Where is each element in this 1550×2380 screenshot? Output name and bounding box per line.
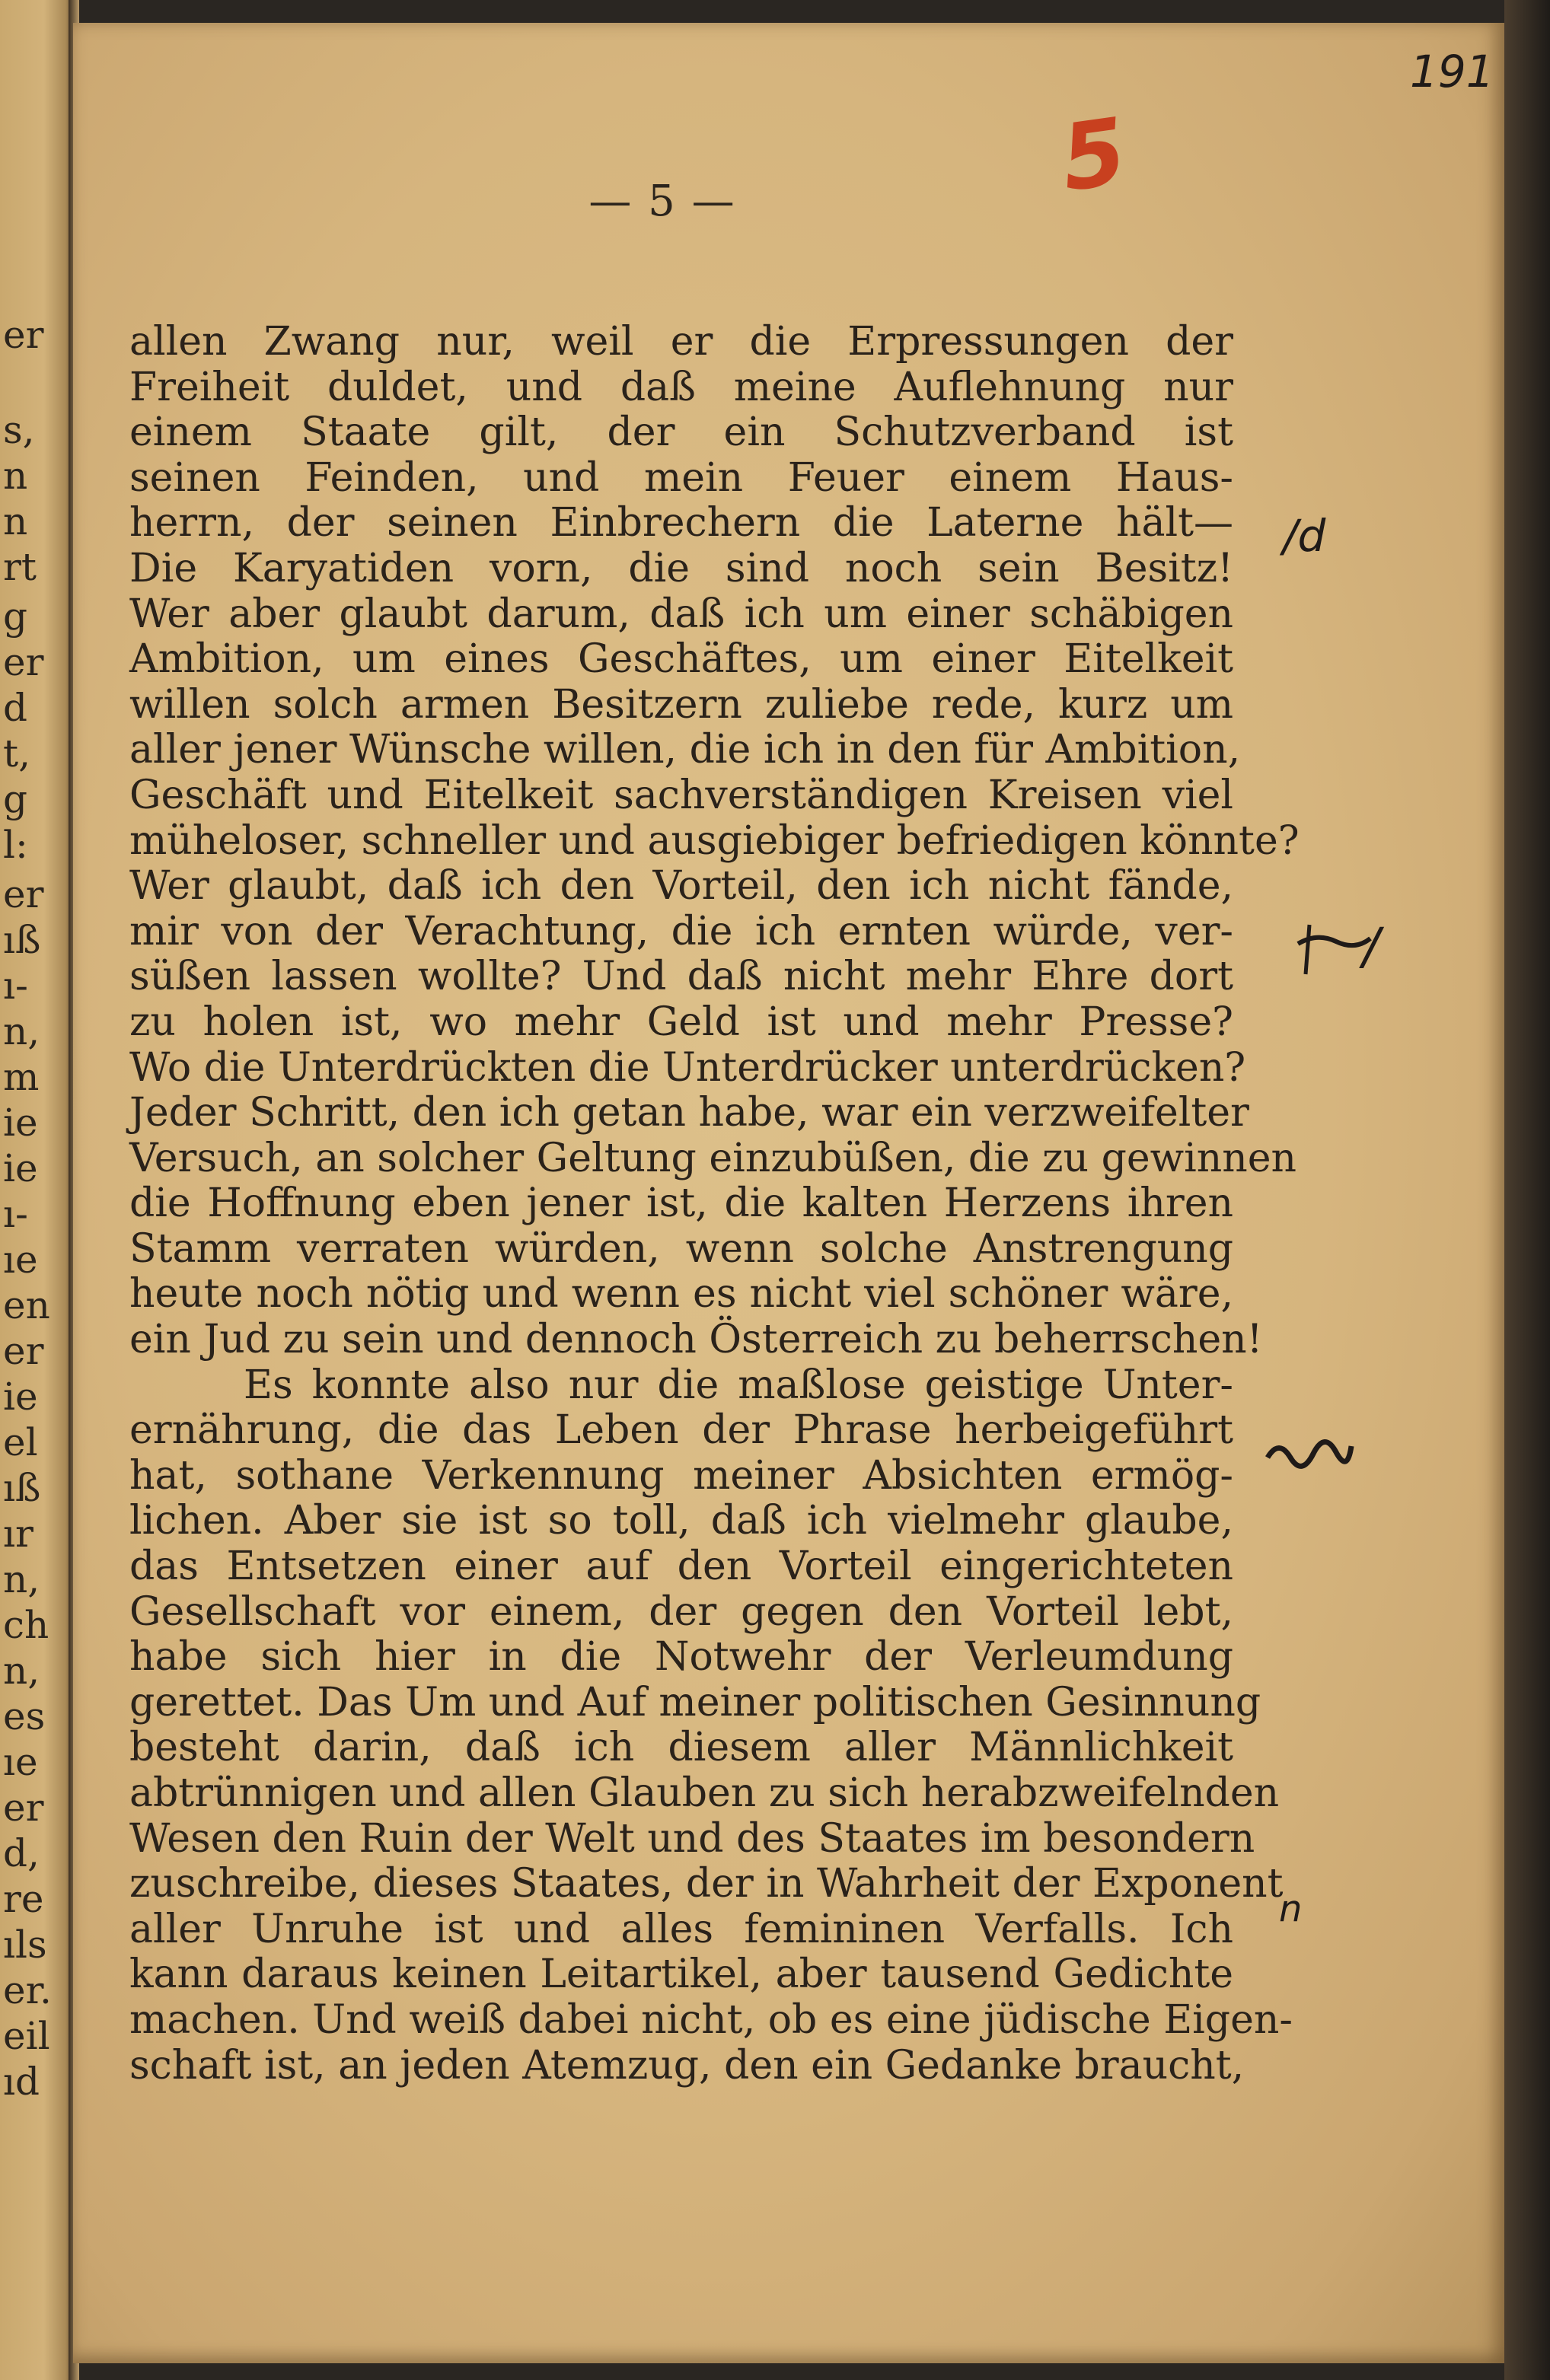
text-line: die Hoffnung eben jener ist, die kalten Herzens ihren (129, 1180, 1233, 1227)
left-page-fragment: n (3, 499, 28, 543)
left-page-fragment: ıß (3, 1466, 41, 1510)
text-line: mir von der Verachtung, die ich ernten würde, ver- (129, 908, 1233, 954)
left-page-fragment: t, (3, 731, 30, 776)
scribble-icon (1264, 1431, 1355, 1477)
text-line: habe sich hier in die Notwehr der Verleumdung (129, 1634, 1233, 1681)
text-line: willen solch armen Besitzern zuliebe rede, kurz um (129, 681, 1233, 728)
left-page-fragment: ie (3, 1375, 38, 1419)
left-page-fragment: ıls (3, 1923, 47, 1967)
left-page-fragment: d, (3, 1831, 40, 1875)
text-line: müheloser, schneller und ausgiebiger befriedigen könnte? (129, 817, 1300, 864)
text-line: Wesen den Ruin der Welt und des Staates im besondern (129, 1815, 1255, 1862)
text-line: aller jener Wünsche willen, die ich in den für Ambition, (129, 727, 1241, 773)
text-line: zu holen ist, wo mehr Geld ist und mehr Presse? (129, 999, 1233, 1045)
left-page-fragment: g (3, 777, 28, 821)
left-page-fragment: er (3, 872, 44, 916)
margin-correction-4: n (1279, 1888, 1303, 1930)
left-page-fragment: er. (3, 1968, 52, 2012)
text-line: lichen. Aber sie ist so toll, daß ich vielmehr glaube, (129, 1498, 1233, 1544)
left-page-fragment: ıe (3, 1740, 38, 1784)
text-line: allen Zwang nur, weil er die Erpressungen der (129, 319, 1233, 365)
left-page-fragment: ıe (3, 1238, 38, 1282)
left-page-fragment: er (3, 1329, 44, 1373)
left-page-fragment: rt (3, 545, 37, 589)
left-page-fragment: ie (3, 1146, 38, 1190)
left-page-fragment: m (3, 1055, 40, 1099)
text-line: ein Jud zu sein und dennoch Österreich zu beherrschen! (129, 1317, 1263, 1363)
text-line: Gesellschaft vor einem, der gegen den Vorteil lebt, (129, 1588, 1233, 1635)
text-line: hat, sothane Verkennung meiner Absichten ermög- (129, 1452, 1233, 1499)
left-page-fragment: ıß (3, 918, 41, 962)
text-line: Jeder Schritt, den ich getan habe, war ein verzweifelter (129, 1090, 1249, 1136)
left-page-fragment: l: (3, 823, 28, 867)
text-line: süßen lassen wollte? Und daß nicht mehr Ehre dort (129, 954, 1233, 1000)
text-line: besteht darin, daß ich diesem aller Männlichkeit (129, 1725, 1233, 1771)
text-line: kann daraus keinen Leitartikel, aber tausend Gedichte (129, 1951, 1233, 1998)
left-page-fragment: es (3, 1694, 46, 1738)
text-line: heute noch nötig und wenn es nicht viel schöner wäre, (129, 1271, 1233, 1317)
text-line: abtrünnigen und allen Glauben zu sich herabzweifelnden (129, 1770, 1280, 1816)
left-page-fragment: g (3, 594, 28, 639)
text-line: zuschreibe, dieses Staates, der in Wahrheit der Exponent (129, 1861, 1284, 1907)
left-page-fragment: ie (3, 1101, 38, 1145)
left-page-fragment: en (3, 1283, 50, 1327)
opposite-page-edge (0, 0, 73, 2380)
margin-correction-1: /d (1283, 510, 1326, 562)
left-page-fragment: s, (3, 408, 35, 452)
text-line: Geschäft und Eitelkeit sachverständigen Kreisen viel (129, 772, 1233, 818)
left-page-fragment: er (3, 640, 44, 684)
body-text (129, 319, 1300, 2088)
left-page-fragment: ıd (3, 2060, 40, 2104)
text-line: seinen Feinden, und mein Feuer einem Haus- (129, 454, 1233, 501)
left-page-fragment: d (3, 686, 28, 730)
text-line: Ambition, um eines Geschäftes, um einer Eitelkeit (129, 636, 1233, 683)
left-page-fragment: er (3, 1786, 44, 1830)
text-line: Die Karyatiden vorn, die sind noch sein Besitz! (129, 545, 1233, 591)
left-page-fragment: n, (3, 1009, 40, 1053)
text-line: das Entsetzen einer auf den Vorteil eingerichteten (129, 1544, 1233, 1590)
left-page-fragment: ı- (3, 1192, 28, 1236)
text-line: schaft ist, an jeden Atemzug, den ein Gedanke braucht, (129, 2042, 1245, 2088)
left-page-fragment: el (3, 1420, 38, 1464)
left-page-fragment: n, (3, 1557, 40, 1601)
margin-correction-3: / (1363, 917, 1380, 976)
text-line: gerettet. Das Um und Auf meiner politischen Gesinnung (129, 1679, 1261, 1725)
left-page-fragment: ı- (3, 964, 28, 1008)
left-page-fragment: ch (3, 1603, 49, 1647)
left-page-fragment: er (3, 313, 44, 357)
scan-background-edge (1504, 0, 1550, 2380)
left-page-fragment: n (3, 454, 28, 498)
page-number: — 5 — (588, 177, 736, 226)
text-line: Es konnte also nur die maßlose geistige Unter- (244, 1362, 1233, 1408)
left-page-fragment: ır (3, 1512, 33, 1556)
text-line: Wer glaubt, daß ich den Vorteil, den ich nicht fände, (129, 863, 1233, 910)
left-page-fragment: n, (3, 1649, 40, 1693)
text-line: ernährung, die das Leben der Phrase herbeigeführt (129, 1407, 1233, 1454)
text-line: einem Staate gilt, der ein Schutzverband ist (129, 409, 1233, 456)
margin-correction-scribble (1264, 1431, 1355, 1480)
text-line: Versuch, an solcher Geltung einzubüßen, die zu gewinnen (129, 1135, 1297, 1181)
text-line: Wo die Unterdrückten die Unterdrücker unterdrücken? (129, 1044, 1246, 1091)
archive-number: 191 (1410, 46, 1494, 97)
red-page-mark: 5 (1054, 98, 1133, 213)
text-line: Freiheit duldet, und daß meine Auflehnung nur (129, 364, 1233, 410)
text-line: herrn, der seinen Einbrechern die Laterne hält— (129, 500, 1233, 546)
left-page-fragment: re (3, 1877, 44, 1921)
text-line: Wer aber glaubt darum, daß ich um einer schäbigen (129, 591, 1233, 637)
text-line: Stamm verraten würden, wenn solche Anstrengung (129, 1225, 1233, 1272)
text-line: machen. Und weiß dabei nicht, ob es eine jüdische Eigen- (129, 1996, 1293, 2043)
text-line: aller Unruhe ist und alles femininen Verfalls. Ich (129, 1906, 1233, 1952)
left-page-fragment: eil (3, 2014, 50, 2058)
